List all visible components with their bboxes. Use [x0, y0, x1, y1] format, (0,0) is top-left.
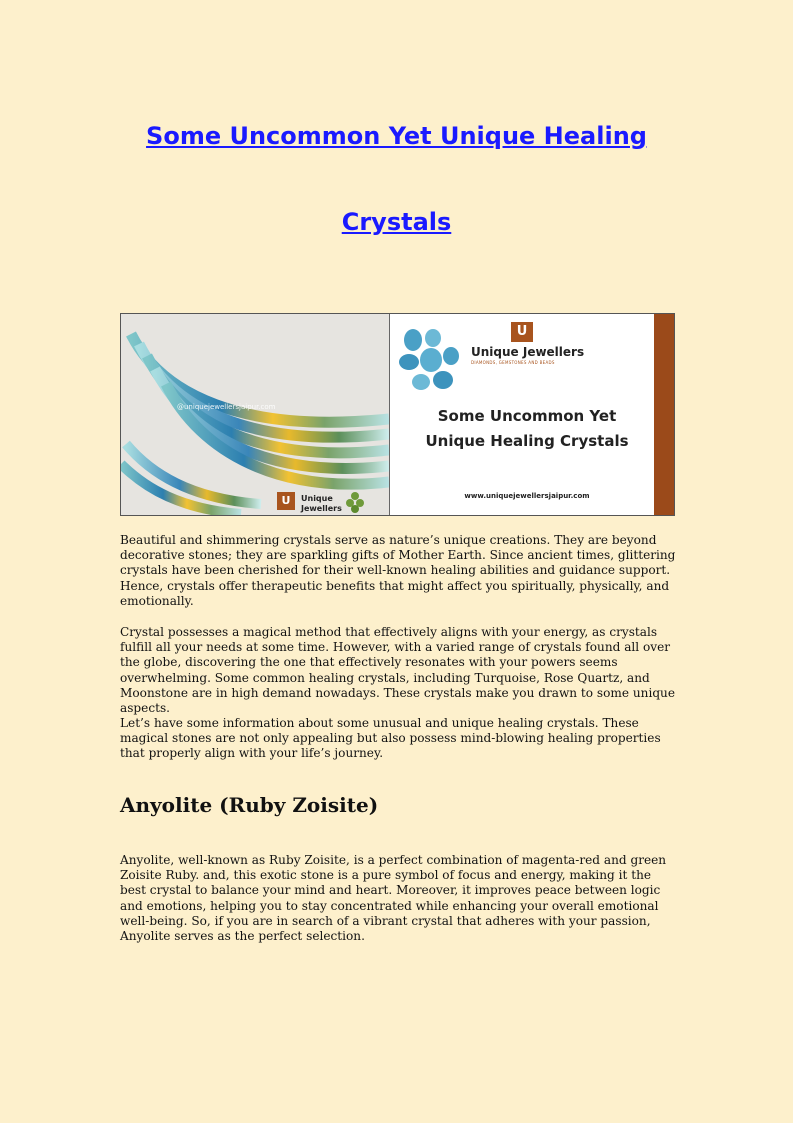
small-brand-label: Unique Jewellers — [301, 494, 342, 513]
banner-heading-line2: Unique Healing Crystals — [425, 432, 629, 450]
third-paragraph: Let’s have some information about some unusual and unique healing crystals. These magical stones are not only appealing but also possess mind-blowing healing properties that properly align with your life’s journey. — [120, 716, 661, 761]
second-paragraph: Crystal possesses a magical method that effectively aligns with your energy, as crystals fulfill all your needs at some time. However, with a varied range of crystals found all over the globe, discovering the one that effectively resonates with your powers seems overwhelming. Some common healing crystals, including Turquoise, Rose Quartz, and Moonstone are in high demand nowadays. These crystals make you drawn to some unique aspects. — [120, 625, 676, 716]
small-logo-icon: U — [277, 492, 295, 510]
brand-name: Unique Jewellers — [471, 345, 585, 359]
section-paragraph: Anyolite, well-known as Ruby Zoisite, is a perfect combination of magenta-red and green Zoisite Ruby. and, this exotic stone is a pure symbol of focus and energy, making it the best crystal to balance your mind and heart. Moreover, it improves peace between logic and emotions, helping you to stay concentrated while enhancing your overall emotional well-being. So, if you are in search of a vibrant crystal that adheres with your passion, Anyolite serves as the perfect selection. — [120, 853, 667, 944]
intro-paragraph: Beautiful and shimmering crystals serve as nature’s unique creations. They are beyond decorative stones; they are sparkling gifts of Mother Earth. Since ancient times, glittering crystals have been cherished for their well-known healing abilities and guidance support. Hence, crystals offer therapeutic benefits that might affect you spiritually, physically, and emotionally. — [120, 533, 676, 608]
banner-image — [120, 313, 675, 516]
banner-website: www.uniquejewellersjaipur.com — [464, 492, 590, 500]
section-heading: Anyolite (Ruby Zoisite) — [120, 793, 379, 817]
page-title-line1[interactable]: Some Uncommon Yet Unique Healing — [146, 122, 647, 150]
brand-logo-icon: U — [511, 322, 533, 342]
crystal-beads-photo — [121, 314, 390, 515]
watermark-text: @uniquejewellersjaipur.com — [177, 403, 276, 411]
blue-gemstones-graphic — [397, 328, 467, 398]
banner-heading-line1: Some Uncommon Yet — [437, 407, 617, 425]
bead-strands-graphic — [121, 314, 389, 515]
page-title-line2[interactable]: Crystals — [341, 208, 452, 236]
banner-accent-stripe — [654, 314, 674, 515]
ganesha-leaf-icon — [345, 490, 365, 514]
brand-tagline: DIAMONDS, GEMSTONES AND BEADS — [471, 360, 555, 365]
